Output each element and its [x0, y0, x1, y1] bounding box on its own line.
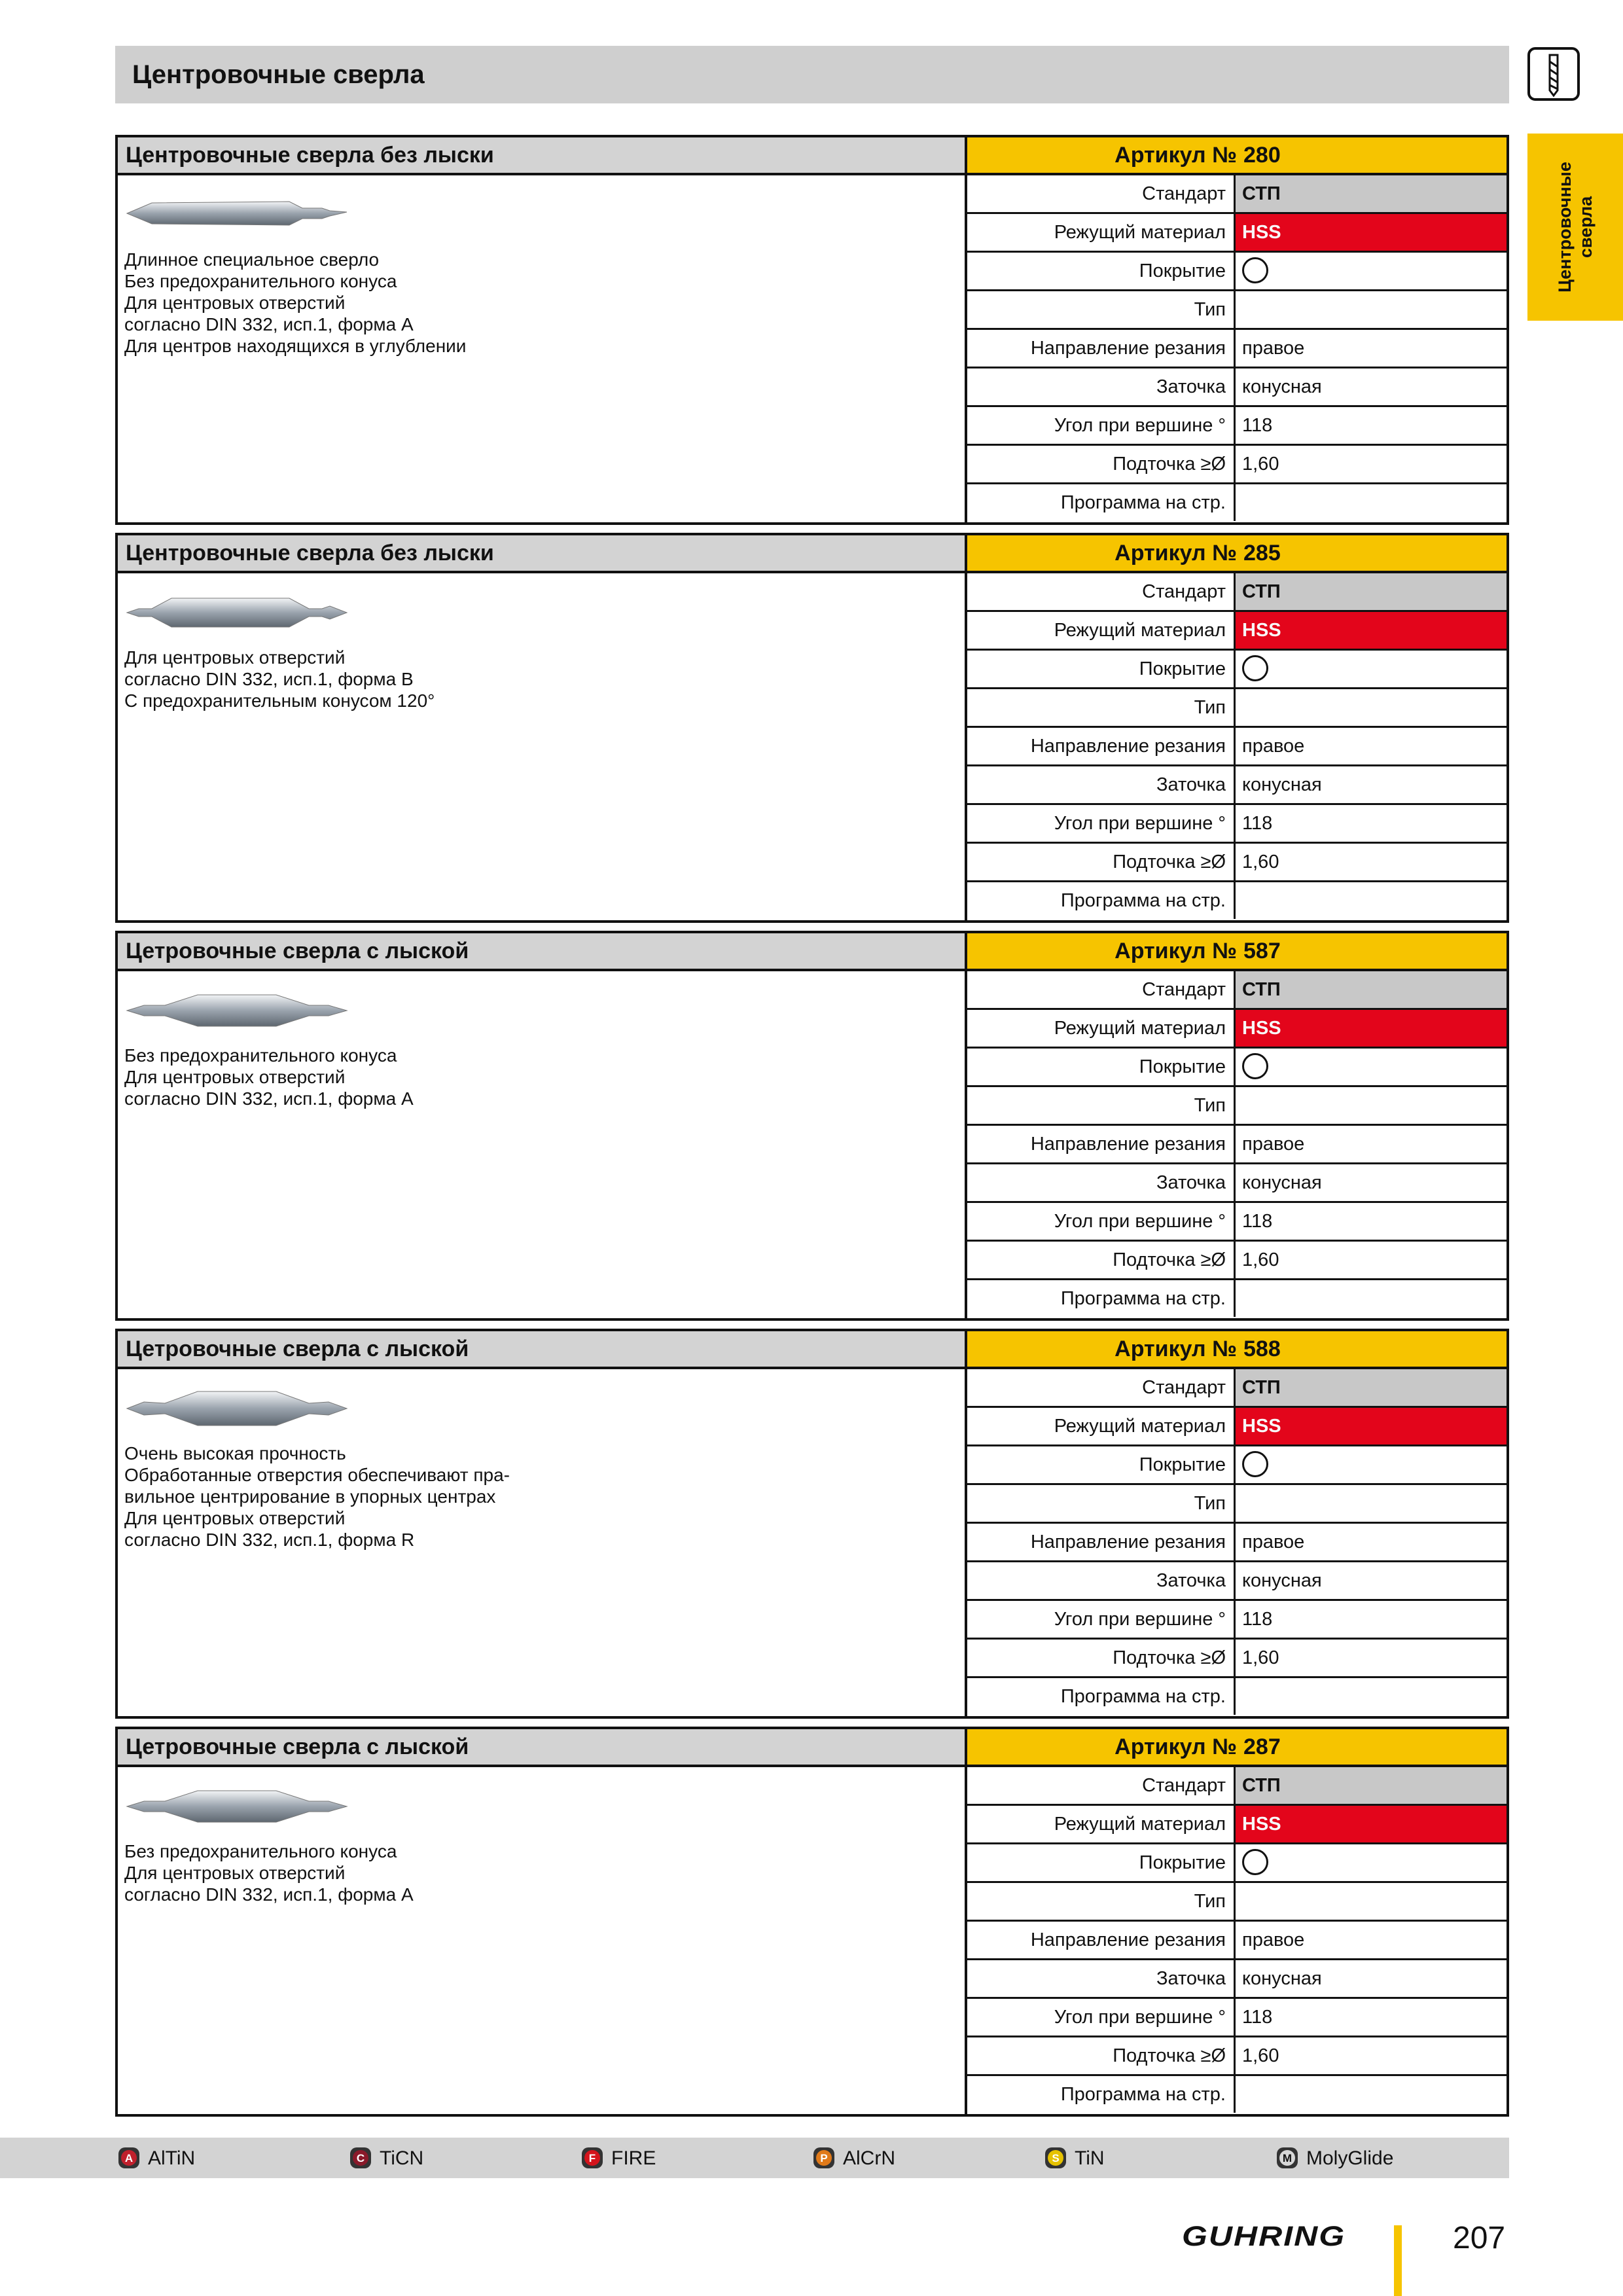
legend-label: FIRE [611, 2147, 656, 2169]
article-number[interactable]: 588 [1243, 1336, 1281, 1361]
spec-table [967, 1767, 1507, 2114]
spec-row-cutting-direction [967, 728, 1507, 766]
spec-row-program [967, 484, 1507, 523]
drill-image [126, 1382, 348, 1435]
spec-value: СТП [1236, 971, 1507, 1008]
spec-row-standard [967, 1369, 1507, 1408]
spec-row-point-angle [967, 407, 1507, 446]
spec-label: Тип [967, 689, 1236, 726]
coating-icon [348, 2145, 373, 2170]
section-title: Центровочные сверла без лыски [118, 535, 967, 571]
spec-value: HSS [1236, 612, 1507, 649]
spec-row-type [967, 1087, 1507, 1126]
spec-label: Подточка ≥Ø [967, 2037, 1236, 2074]
product-section [115, 1727, 1509, 2117]
section-header [118, 535, 1507, 573]
brand-logo: GUHRING [1182, 2220, 1346, 2252]
spec-row-grind [967, 1960, 1507, 1999]
spec-label: Режущий материал [967, 1806, 1236, 1842]
spec-row-cutting-material [967, 214, 1507, 253]
drill-image [126, 586, 348, 639]
spec-row-coating [967, 651, 1507, 689]
spec-label: Стандарт [967, 1767, 1236, 1804]
drill-image [126, 188, 348, 241]
description-line: Для центровых отверстий [124, 1508, 346, 1528]
spec-value: HSS [1236, 1010, 1507, 1047]
uncoated-circle-icon [1242, 1053, 1268, 1079]
spec-value [1236, 1049, 1507, 1085]
spec-value: конусная [1242, 1570, 1322, 1591]
legend-label: TiN [1075, 2147, 1105, 2169]
spec-label: Тип [967, 1087, 1236, 1124]
coating-icon [1275, 2145, 1300, 2170]
section-description [124, 1045, 779, 1109]
spec-row-standard [967, 1767, 1507, 1806]
section-description-area [118, 573, 967, 920]
spec-label: Стандарт [967, 1369, 1236, 1406]
spec-table [967, 971, 1507, 1318]
article-header[interactable] [967, 1331, 1507, 1367]
spec-label: Направление резания [967, 1126, 1236, 1162]
article-number[interactable]: 287 [1243, 1734, 1281, 1759]
spec-row-cutting-material [967, 1408, 1507, 1446]
spec-label: Угол при вершине ° [967, 1203, 1236, 1240]
spec-label: Программа на стр. [967, 882, 1236, 919]
spec-row-spot [967, 2037, 1507, 2076]
spec-row-coating [967, 1049, 1507, 1087]
spec-label: Программа на стр. [967, 1678, 1236, 1715]
spec-label: Режущий материал [967, 1408, 1236, 1444]
spec-value: 118 [1242, 813, 1273, 834]
article-number[interactable]: 587 [1243, 939, 1281, 963]
spec-row-cutting-direction [967, 330, 1507, 368]
section-header [118, 933, 1507, 971]
spec-value [1236, 2076, 1507, 2113]
spec-label: Направление резания [967, 1922, 1236, 1958]
coating-icon [1043, 2145, 1068, 2170]
spec-row-standard [967, 573, 1507, 612]
spec-row-cutting-material [967, 1806, 1507, 1844]
spec-row-standard [967, 971, 1507, 1010]
spec-label: Угол при вершине ° [967, 1999, 1236, 2036]
coating-icon [580, 2145, 605, 2170]
spec-value: правое [1242, 1929, 1305, 1950]
spec-value: конусная [1242, 774, 1322, 795]
spec-label: Направление резания [967, 1524, 1236, 1560]
article-header[interactable] [967, 137, 1507, 173]
spec-label: Заточка [967, 1562, 1236, 1599]
drill-image [126, 984, 348, 1037]
article-header[interactable] [967, 1729, 1507, 1765]
section-description [124, 647, 779, 711]
section-header [118, 1729, 1507, 1767]
spec-row-coating [967, 253, 1507, 291]
legend-label: AlCrN [843, 2147, 895, 2169]
uncoated-circle-icon [1242, 1849, 1268, 1875]
section-description [124, 1443, 779, 1551]
section-title: Цетровочные сверла с лыской [118, 933, 967, 969]
spec-value: HSS [1236, 1806, 1507, 1842]
spec-label: Режущий материал [967, 612, 1236, 649]
spec-row-type [967, 689, 1507, 728]
article-label: Артикул № [1115, 541, 1237, 565]
spec-value [1236, 689, 1507, 726]
spec-row-type [967, 1485, 1507, 1524]
side-category-tab[interactable] [1527, 134, 1623, 321]
spec-value: СТП [1236, 175, 1507, 212]
spec-value: конусная [1242, 376, 1322, 397]
spec-label: Угол при вершине ° [967, 805, 1236, 842]
spec-value: HSS [1236, 1408, 1507, 1444]
page-number: 207 [1453, 2221, 1506, 2255]
spec-row-program [967, 882, 1507, 921]
spec-row-grind [967, 766, 1507, 805]
description-line: Длинное специальное сверло [124, 249, 380, 270]
legend-label: TiCN [380, 2147, 424, 2169]
spec-value [1236, 882, 1507, 919]
spec-label: Подточка ≥Ø [967, 1640, 1236, 1676]
spec-label: Заточка [967, 1164, 1236, 1201]
spec-label: Тип [967, 1883, 1236, 1920]
spec-label: Стандарт [967, 971, 1236, 1008]
spec-row-cutting-material [967, 612, 1507, 651]
spec-row-type [967, 1883, 1507, 1922]
spec-value: 1,60 [1242, 2045, 1279, 2066]
spec-value: 118 [1242, 415, 1273, 436]
spec-label: Подточка ≥Ø [967, 1242, 1236, 1278]
spec-table [967, 573, 1507, 920]
spec-label: Покрытие [967, 1844, 1236, 1881]
spec-value: конусная [1242, 1968, 1322, 1989]
article-label: Артикул № [1115, 1336, 1237, 1361]
spec-label: Покрытие [967, 651, 1236, 687]
spec-label: Подточка ≥Ø [967, 446, 1236, 482]
spec-value: 1,60 [1242, 1647, 1279, 1668]
spec-row-spot [967, 1640, 1507, 1678]
spec-value: правое [1242, 1134, 1305, 1155]
article-label: Артикул № [1115, 939, 1237, 963]
description-line: Для центровых отверстий [124, 647, 346, 668]
article-label: Артикул № [1115, 1734, 1237, 1759]
product-section [115, 931, 1509, 1321]
spec-row-grind [967, 1164, 1507, 1203]
description-line: Очень высокая прочность [124, 1443, 346, 1463]
section-header [118, 137, 1507, 175]
spec-row-grind [967, 368, 1507, 407]
coating-icon-letter: M [1282, 2152, 1293, 2164]
description-line: С предохранительным конусом 120° [124, 691, 435, 711]
description-line: Без предохранительного конуса [124, 271, 397, 291]
spec-label: Заточка [967, 368, 1236, 405]
coating-icon-letter: C [356, 2152, 365, 2164]
spec-row-grind [967, 1562, 1507, 1601]
spec-row-program [967, 1280, 1507, 1319]
spec-row-cutting-material [967, 1010, 1507, 1049]
spec-row-point-angle [967, 805, 1507, 844]
spec-row-coating [967, 1446, 1507, 1485]
spec-table [967, 1369, 1507, 1716]
coating-icon [116, 2145, 141, 2170]
article-number[interactable]: 280 [1243, 143, 1281, 168]
spec-label: Стандарт [967, 175, 1236, 212]
description-line: Для центровых отверстий [124, 1067, 346, 1087]
spec-value [1236, 1485, 1507, 1522]
spec-value: правое [1242, 736, 1305, 757]
coating-icon-letter: A [124, 2152, 134, 2164]
coating-icon [812, 2145, 836, 2170]
spec-label: Покрытие [967, 1049, 1236, 1085]
spec-label: Программа на стр. [967, 2076, 1236, 2113]
spec-row-coating [967, 1844, 1507, 1883]
section-title: Цетровочные сверла с лыской [118, 1729, 967, 1765]
description-line: Без предохранительного конуса [124, 1045, 397, 1066]
spec-value [1236, 1844, 1507, 1881]
spec-value [1236, 1280, 1507, 1317]
section-description [124, 1840, 779, 1905]
side-tab-label: Центровочные сверла [1555, 162, 1596, 293]
product-section [115, 1329, 1509, 1719]
section-title: Цетровочные сверла с лыской [118, 1331, 967, 1367]
description-line: согласно DIN 332, исп.1, форма А [124, 314, 414, 334]
section-description-area [118, 175, 967, 522]
spec-value: 1,60 [1242, 454, 1279, 475]
coating-icon-letter: P [820, 2152, 828, 2164]
spec-value: конусная [1242, 1172, 1322, 1193]
section-header [118, 1331, 1507, 1369]
spec-label: Заточка [967, 1960, 1236, 1997]
spec-row-cutting-direction [967, 1922, 1507, 1960]
coating-icon-letter: S [1052, 2152, 1060, 2164]
section-title: Центровочные сверла без лыски [118, 137, 967, 173]
spec-label: Направление резания [967, 330, 1236, 367]
spec-value: 118 [1242, 1211, 1273, 1232]
article-label: Артикул № [1115, 143, 1237, 168]
spec-value [1236, 253, 1507, 289]
spec-row-point-angle [967, 1601, 1507, 1640]
spec-value: СТП [1236, 1369, 1507, 1406]
spec-label: Тип [967, 1485, 1236, 1522]
spec-value: 1,60 [1242, 1249, 1279, 1270]
article-header[interactable] [967, 535, 1507, 571]
spec-value: HSS [1236, 214, 1507, 251]
spec-value [1236, 1678, 1507, 1715]
uncoated-circle-icon [1242, 655, 1268, 681]
spec-label: Подточка ≥Ø [967, 844, 1236, 880]
description-line: Для центровых отверстий [124, 293, 346, 313]
spec-row-standard [967, 175, 1507, 214]
spec-label: Угол при вершине ° [967, 1601, 1236, 1638]
uncoated-circle-icon [1242, 257, 1268, 283]
page-title: Центровочные сверла [132, 60, 425, 89]
spec-row-cutting-direction [967, 1126, 1507, 1164]
legend-label: MolyGlide [1306, 2147, 1394, 2169]
spec-label: Режущий материал [967, 214, 1236, 251]
spec-label: Тип [967, 291, 1236, 328]
spec-label: Стандарт [967, 573, 1236, 610]
description-line: Обработанные отверстия обеспечивают пра- [124, 1465, 510, 1485]
spec-label: Программа на стр. [967, 484, 1236, 521]
spec-row-point-angle [967, 1203, 1507, 1242]
description-line: согласно DIN 332, исп.1, форма В [124, 669, 414, 689]
spec-row-spot [967, 844, 1507, 882]
spec-value: СТП [1236, 1767, 1507, 1804]
spec-value: 118 [1242, 1609, 1273, 1630]
section-description-area [118, 971, 967, 1318]
spec-row-spot [967, 446, 1507, 484]
spec-value [1236, 291, 1507, 328]
uncoated-circle-icon [1242, 1451, 1268, 1477]
drill-badge-icon [1527, 47, 1580, 101]
description-line: Для центров находящихся в углублении [124, 336, 467, 356]
product-section [115, 533, 1509, 923]
spec-label: Направление резания [967, 728, 1236, 764]
legend-label: AlTiN [148, 2147, 196, 2169]
spec-row-spot [967, 1242, 1507, 1280]
description-line: Без предохранительного конуса [124, 1841, 397, 1861]
spec-value [1236, 484, 1507, 521]
article-header[interactable] [967, 933, 1507, 969]
spec-row-point-angle [967, 1999, 1507, 2037]
spec-label: Программа на стр. [967, 1280, 1236, 1317]
spec-label: Заточка [967, 766, 1236, 803]
description-line: согласно DIN 332, исп.1, форма А [124, 1088, 414, 1109]
spec-value: 118 [1242, 2007, 1273, 2028]
spec-value [1236, 1883, 1507, 1920]
description-line: вильное центрирование в упорных центрах [124, 1486, 496, 1507]
spec-value [1236, 1446, 1507, 1483]
spec-row-type [967, 291, 1507, 330]
spec-row-program [967, 2076, 1507, 2115]
spec-value: 1,60 [1242, 852, 1279, 872]
footer-accent-bar [1394, 2225, 1402, 2296]
coating-legend-bar [0, 2138, 1509, 2178]
spec-row-program [967, 1678, 1507, 1717]
section-description [124, 249, 779, 357]
coating-icon-letter: F [588, 2152, 596, 2164]
description-line: согласно DIN 332, исп.1, форма А [124, 1884, 414, 1905]
spec-value [1236, 1087, 1507, 1124]
drill-image [126, 1780, 348, 1833]
spec-label: Угол при вершине ° [967, 407, 1236, 444]
spec-table [967, 175, 1507, 522]
spec-value: правое [1242, 338, 1305, 359]
article-number[interactable]: 285 [1243, 541, 1281, 565]
spec-label: Покрытие [967, 1446, 1236, 1483]
description-line: Для центровых отверстий [124, 1863, 346, 1883]
spec-value: правое [1242, 1532, 1305, 1552]
spec-value [1236, 651, 1507, 687]
description-line: согласно DIN 332, исп.1, форма R [124, 1530, 415, 1550]
spec-value: СТП [1236, 573, 1507, 610]
section-description-area [118, 1369, 967, 1716]
spec-label: Режущий материал [967, 1010, 1236, 1047]
product-section [115, 135, 1509, 525]
spec-row-cutting-direction [967, 1524, 1507, 1562]
spec-label: Покрытие [967, 253, 1236, 289]
section-description-area [118, 1767, 967, 2114]
page-header-bar [115, 46, 1509, 103]
